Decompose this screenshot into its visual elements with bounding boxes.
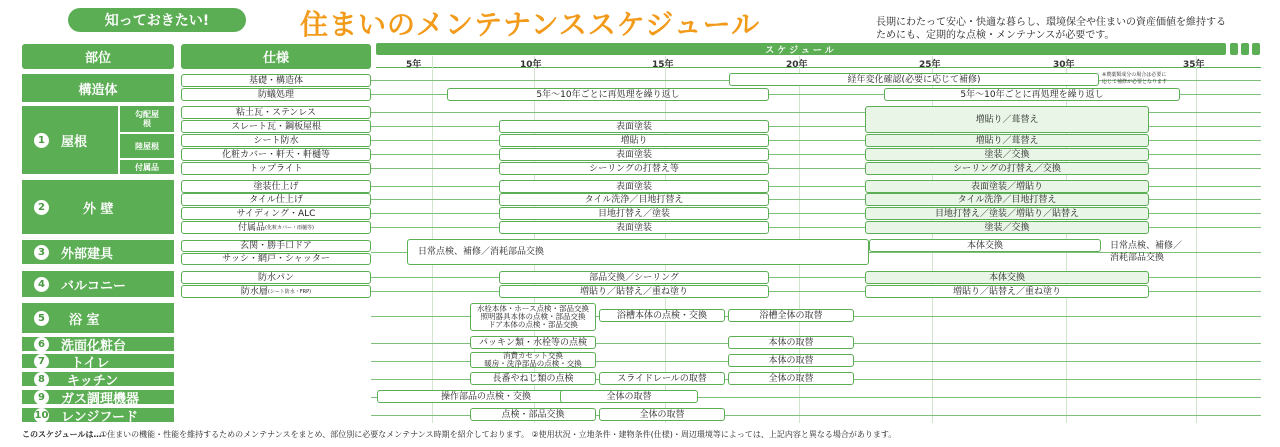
num-badge: 8 [34, 372, 49, 387]
schedule-end-1 [1230, 43, 1238, 55]
spec-eaves: 化粧カバー・軒天・軒樋等 [181, 148, 371, 161]
schedule-end-3 [1252, 43, 1260, 55]
year-35: 35年 [1183, 60, 1205, 70]
box-gas-replace: 全体の取替 [560, 390, 698, 403]
box-bath-inspection [470, 303, 596, 331]
toilet-inspection-line-1: 消費カセット交換 [503, 351, 563, 360]
spec-tile-finish: タイル仕上げ [181, 193, 371, 206]
box-bathtub-replace: 浴槽全体の取替 [728, 309, 854, 322]
section-bath-label: 浴 室 [69, 312, 100, 328]
box-fittings-replace: 本体交換 [869, 239, 1101, 252]
section-roof [22, 106, 118, 174]
box-wash-packing: パッキン類・水栓等の点検 [470, 336, 596, 349]
box-wall-joint: 目地打替え／塗装 [499, 207, 769, 220]
section-toilet-label: トイレ [71, 355, 110, 371]
year-axis-line [376, 56, 1261, 68]
box-roof-sealing: シーリングの打替え等 [499, 162, 769, 175]
section-wall-label: 外 壁 [83, 201, 114, 217]
spec-wall-accessories [181, 221, 371, 234]
spec-foundation: 基礎・構造体 [181, 74, 371, 87]
box-wall-surface-paint: 表面塗装 [499, 180, 769, 193]
num-badge: 2 [34, 200, 49, 215]
box-toilet-replace: 本体の取替 [728, 354, 854, 367]
spec-waterproof-layer-label: 防水層 [240, 286, 268, 297]
spec-clay-tile: 粘土瓦・ステンレス [181, 106, 371, 119]
box-hood-replace: 全体の取替 [599, 408, 725, 421]
schedule-bar [376, 43, 1226, 55]
box-wall-tile-wash-2: タイル洗浄／目地打替え [865, 193, 1149, 206]
section-structure: 構造体 [22, 74, 174, 102]
fittings-daily-line-1: 日常点検、補修／ [1110, 241, 1183, 251]
box-roof-surface-paint: 表面塗装 [499, 120, 769, 133]
section-balcony-label: バルコニー [61, 278, 127, 294]
box-toilet-inspection [470, 352, 596, 368]
bath-inspection-line-2: 照明器具本体の点検・部品交換 [480, 312, 586, 321]
section-fittings-label: 外部建具 [61, 246, 114, 262]
box-balcony-overlay-2: 増貼り／貼替え／重ね塗り [865, 285, 1149, 298]
year-15: 15年 [652, 60, 674, 70]
box-roof-overlay: 増貼り [499, 134, 769, 147]
box-roof-sealing-replace: シーリングの打替え／交換 [865, 162, 1149, 175]
spec-waterproof-layer-note: (シート防水・FRP) [267, 288, 312, 295]
num-badge: 1 [34, 133, 49, 148]
fittings-daily-line-2: 消耗部品交換 [1110, 253, 1165, 263]
header-spec: 仕様 [181, 44, 371, 69]
footer-lead: このスケジュールは… [22, 430, 102, 439]
intro-line-1: 長期にわたって安心・快適な暮らし、環境保全や住まいの資産価値を維持する [876, 17, 1226, 28]
section-range-hood [22, 408, 174, 425]
num-badge: 4 [34, 277, 49, 292]
note-small-2: 応じて補修が必要となります [1102, 79, 1168, 85]
section-washstand [22, 337, 174, 354]
section-exterior-wall [22, 180, 174, 234]
box-wall-paint-overlay: 表面塗装／増貼り [865, 180, 1149, 193]
spec-paint-finish: 塗装仕上げ [181, 180, 371, 193]
toilet-inspection-line-2: 暖房・洗浄部品の点検・交換 [484, 359, 582, 368]
num-badge: 6 [34, 337, 49, 352]
box-balcony-parts: 部品交換／シーリング [499, 271, 769, 284]
spec-wall-accessories-note: (化粧カバー・雨樋等) [265, 224, 314, 231]
section-roof-label: 屋根 [61, 134, 88, 150]
page-title: 住まいのメンテナンススケジュール [300, 8, 761, 41]
box-balcony-overlay: 増貼り／貼替え／重ね塗り [499, 285, 769, 298]
box-wall-tile-wash: タイル洗浄／目地打替え [499, 193, 769, 206]
spec-sheet-waterproof: シート防水 [181, 134, 371, 147]
box-gas-operation: 操作部品の点検・交換 [377, 390, 595, 403]
section-bathroom [22, 303, 174, 333]
box-wall-joint-2: 目地打替え／塗装／増貼り／貼替え [865, 207, 1149, 220]
num-badge: 7 [34, 354, 49, 369]
sub-sloped-roof: 勾配屋根 [120, 106, 174, 132]
box-kitchen-hinge: 長番やねじ類の点検 [470, 372, 596, 385]
box-hood-inspection: 点検・部品交換 [470, 408, 596, 421]
spec-slate: スレート瓦・鋼板屋根 [181, 120, 371, 133]
num-badge: 3 [34, 245, 49, 260]
schedule-label: スケジュール [765, 45, 837, 56]
box-bathtub-check: 浴槽本体の点検・交換 [599, 309, 725, 322]
year-25: 25年 [919, 60, 941, 70]
num-badge: 10 [34, 409, 49, 421]
box-aging-check: 経年変化確認(必要に応じて補修) [729, 73, 1099, 86]
box-roof-reroof-2: 増貼り／葺替え [865, 134, 1149, 147]
year-20: 20年 [786, 60, 808, 70]
spec-skylight: トップライト [181, 162, 371, 175]
note-small-1: ※農薬類成分の場合は必要に [1102, 72, 1167, 78]
spec-entrance-door: 玄関・勝手口ドア [181, 240, 371, 252]
box-balcony-replace: 本体交換 [865, 271, 1149, 284]
box-kitchen-replace: 全体の取替 [728, 372, 854, 385]
section-hood-label: レンジフード [61, 409, 138, 425]
spec-wall-accessories-label: 付属品 [238, 222, 266, 233]
sub-accessories: 付属品 [120, 160, 174, 174]
bath-inspection-line-3: ドア本体の点検・部品交換 [488, 320, 578, 329]
header-part: 部位 [22, 44, 174, 69]
banner-tail [236, 22, 246, 30]
banner-badge [68, 8, 246, 32]
intro-line-2: ためにも、定期的な点検・メンテナンスが必要です。 [876, 30, 1115, 41]
spec-termite: 防蟻処理 [181, 88, 371, 101]
year-10: 10年 [520, 60, 542, 70]
box-fittings-daily: 日常点検、補修／消耗部品交換 [407, 239, 869, 265]
box-wall-surface-paint-2: 表面塗装 [499, 221, 769, 234]
sub-flat-roof: 陸屋根 [120, 134, 174, 158]
box-roof-reroof-1: 増貼り／葺替え [865, 106, 1149, 133]
year-30: 30年 [1053, 60, 1075, 70]
spec-sash: サッシ・網戸・シャッター [181, 253, 371, 265]
section-fittings [22, 240, 174, 264]
box-roof-surface-paint-2: 表面塗装 [499, 148, 769, 161]
schedule-end-2 [1241, 43, 1249, 55]
section-gas-cooker [22, 390, 174, 407]
num-badge: 5 [34, 311, 49, 326]
section-balcony [22, 271, 174, 297]
banner-text: 知っておきたい! [104, 13, 210, 29]
section-washstand-label: 洗面化粧台 [61, 338, 127, 354]
year-5: 5年 [406, 60, 422, 70]
section-kitchen-label: キッチン [67, 373, 119, 389]
spec-siding: サイディング・ALC [181, 207, 371, 220]
box-kitchen-slide: スライドレールの取替 [599, 372, 725, 385]
bath-inspection-line-1: 水栓本体・ホース点検・部品交換 [476, 304, 590, 313]
section-gas-label: ガス調理機器 [61, 391, 140, 407]
box-retreat-2: 5年〜10年ごとに再処理を繰り返し [884, 88, 1180, 101]
box-retreat-1: 5年〜10年ごとに再処理を繰り返し [447, 88, 769, 101]
section-toilet [22, 354, 174, 371]
num-badge: 9 [34, 390, 49, 405]
section-kitchen [22, 372, 174, 389]
box-wash-replace: 本体の取替 [728, 336, 854, 349]
spec-waterproof-layer [181, 285, 371, 298]
spec-waterproof-pan: 防水パン [181, 271, 371, 284]
footer-text: ①住まいの機能・性能を維持するためのメンテナンスをまとめ、部位別に必要なメンテナンス時期を紹介しております。 ②使用状況・立地条件・建物条件(仕様)・周辺環境等によっては、上記内容と異なる場合があります。 [100, 430, 897, 439]
box-wall-paint-replace: 塗装／交換 [865, 221, 1149, 234]
box-roof-paint-replace: 塗装／交換 [865, 148, 1149, 161]
